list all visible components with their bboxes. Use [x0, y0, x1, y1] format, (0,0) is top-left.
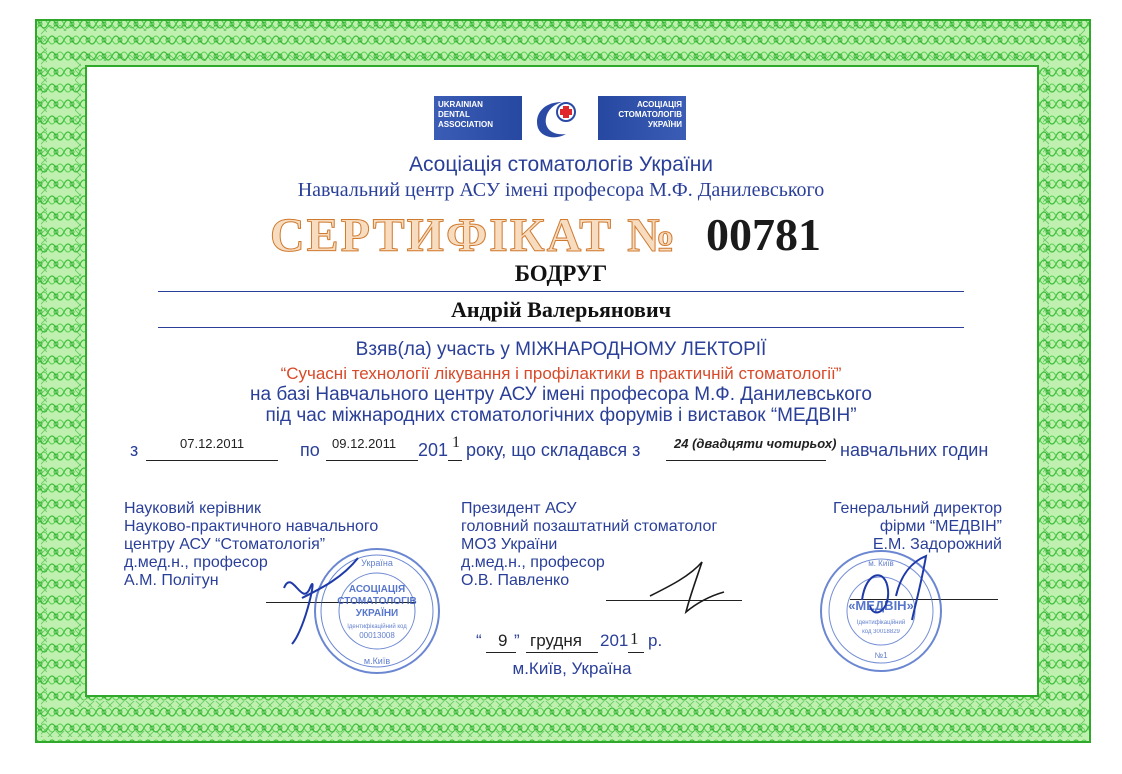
surname-underline [158, 291, 964, 292]
handwritten-signature-2 [640, 556, 740, 626]
venue-text: на базі Навчального центру АСУ імені професора М.Ф. Данилевського [250, 384, 872, 405]
svg-text:№1: №1 [874, 651, 888, 660]
certificate-number: 00781 [706, 209, 821, 260]
svg-text:Ідентифікаційний: Ідентифікаційний [856, 620, 906, 626]
year-underline [448, 460, 462, 461]
year-prefix: 201 [418, 440, 449, 460]
handwritten-signature-1 [262, 548, 382, 658]
training-center-name: Навчальний центр АСУ імені професора М.Ф. Данилевського [297, 179, 825, 201]
svg-text:УКРАЇНИ: УКРАЇНИ [355, 608, 399, 619]
dates-row [128, 436, 1008, 466]
organization-name: Асоціація стоматологів України [408, 153, 714, 176]
signatory-general-director: Генеральний директор фірми “МЕДВІН” Е.М. Задорожний [832, 500, 1002, 553]
issue-date: “ 9 ” грудня 201 1 р. [476, 631, 696, 657]
svg-text:м. Київ: м. Київ [868, 559, 894, 568]
lecture-title: “Сучасні технології лікування і профілактики в практичній стоматології” [280, 364, 842, 383]
to-underline [326, 460, 418, 461]
svg-text:СТОМАТОЛОГІВ: СТОМАТОЛОГІВ [337, 596, 417, 607]
from-date: 07.12.2011 [180, 436, 245, 451]
recipient-surname: БОДРУГ [514, 261, 608, 286]
event-text: під час міжнародних стоматологічних форумів і виставок “МЕДВІН” [265, 405, 857, 426]
given-name-underline [158, 327, 964, 328]
certificate-word: СЕРТИФІКАТ № [270, 209, 678, 262]
year-suffix: року, що складався з [466, 440, 641, 460]
from-underline [146, 460, 278, 461]
year-digit: 1 [452, 434, 460, 451]
hours-value: 24 (двадцяти чотирьох) [674, 436, 837, 451]
signatory-president: Президент АСУ головний позаштатний стоматолог МОЗ України д.мед.н., професор О.В. Павленко [461, 500, 718, 589]
svg-text:Ідентифікаційний код: Ідентифікаційний код [347, 624, 407, 630]
svg-text:м.Київ: м.Київ [363, 656, 391, 666]
signatory-scientific-director: Науковий керівник Науково-практичного навчального центру АСУ “Стоматологія” д.мед.н., професор А.М. Політун [124, 500, 379, 589]
certificate-title [0, 206, 1122, 262]
hours-suffix: навчальних годин [840, 440, 989, 460]
participation-text: Взяв(ла) участь у МІЖНАРОДНОМУ ЛЕКТОРІЇ [355, 339, 767, 360]
issue-city: м.Київ, Україна [512, 659, 632, 678]
logo-text-en: UKRAINIAN DENTAL ASSOCIATION [434, 96, 522, 140]
svg-text:Україна: Україна [361, 558, 393, 568]
handwritten-signature-3 [846, 550, 946, 630]
to-label: по [300, 440, 320, 460]
svg-text:«МЕДВІН»: «МЕДВІН» [848, 598, 914, 613]
recipient-given-name: Андрій Валерьянович [450, 297, 672, 322]
logo-emblem [522, 96, 598, 140]
hours-underline [666, 460, 826, 461]
from-label: з [130, 440, 139, 460]
svg-text:00013008: 00013008 [359, 631, 395, 640]
association-logo [434, 96, 686, 140]
logo-text-ua: АСОЦІАЦІЯ СТОМАТОЛОГІВ УКРАЇНИ [598, 96, 686, 140]
to-date: 09.12.2011 [332, 436, 397, 451]
svg-text:код 30018829: код 30018829 [862, 629, 900, 635]
svg-text:АСОЦІАЦІЯ: АСОЦІАЦІЯ [348, 584, 406, 595]
